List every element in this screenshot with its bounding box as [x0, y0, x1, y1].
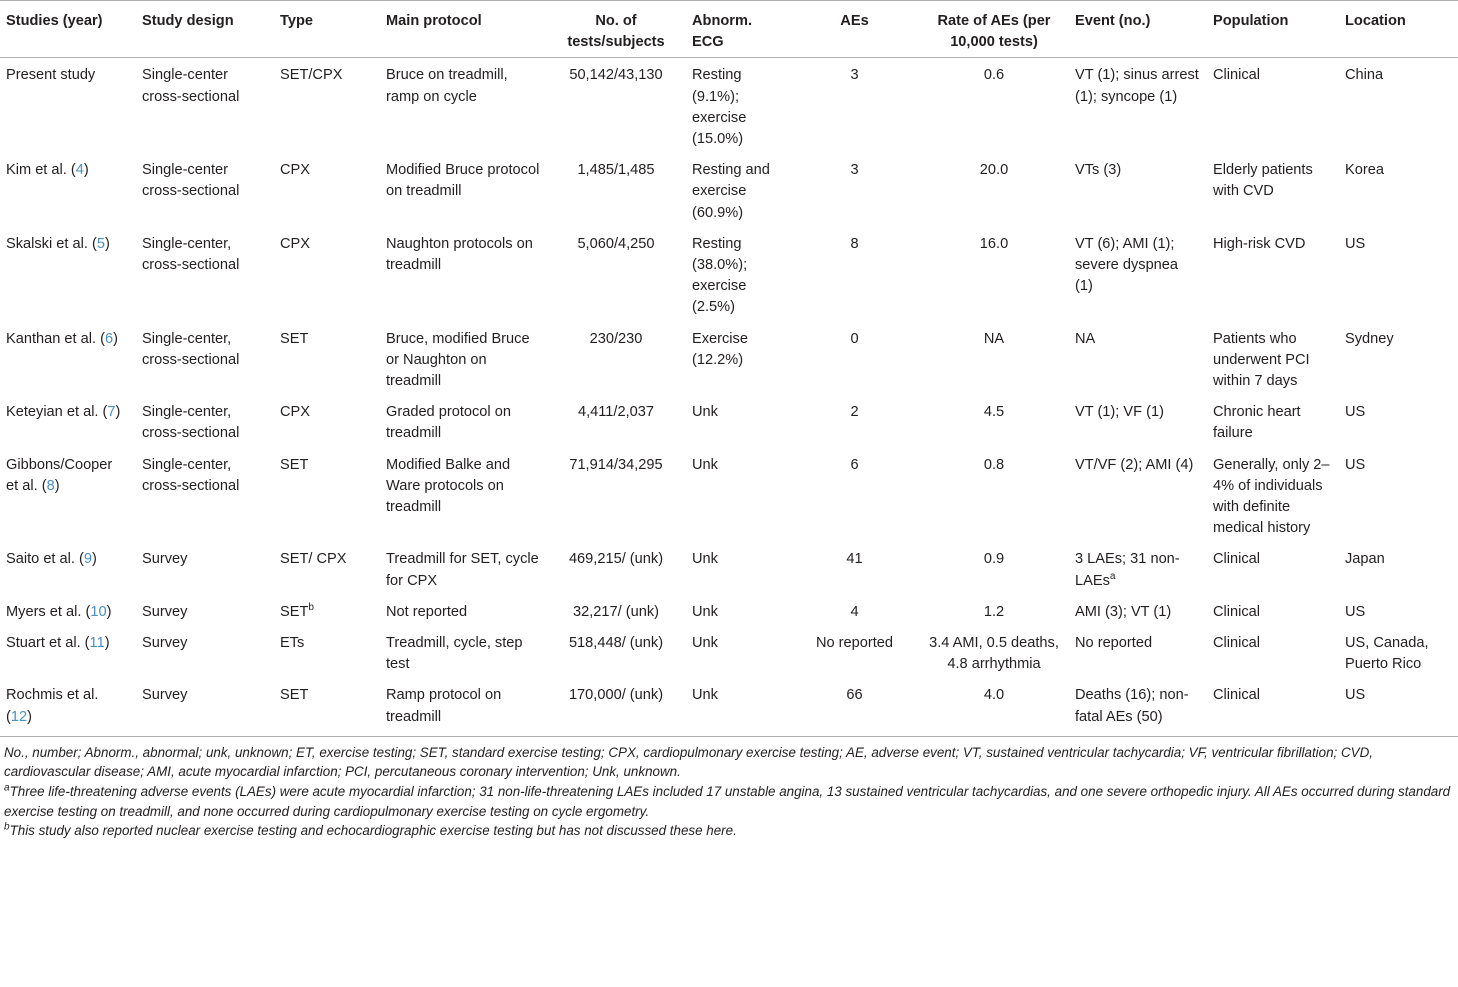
cell-aes-text: 0: [850, 330, 859, 347]
cell-study-text: Gibbons/Cooper et al. (: [6, 456, 113, 494]
cell-type: [274, 595, 380, 626]
cell-tests: [548, 227, 686, 322]
cell-location: [1339, 448, 1458, 543]
cell-event: [1069, 448, 1207, 543]
cell-rate-text: 0.9: [983, 551, 1005, 568]
cell-protocol: [380, 626, 548, 678]
cell-rate-text: 1.2: [983, 603, 1005, 620]
header-ecg: Abnorm. ECG: [692, 13, 752, 51]
cell-aes: [790, 58, 921, 153]
cell-study: Gibbons/Cooper et al. (8): [6, 456, 113, 494]
cell-location: [1339, 227, 1458, 322]
cell-type-text: CPX: [280, 404, 311, 421]
cell-population-text: Generally, only 2–4% of individuals with definite medical history: [1213, 456, 1330, 537]
cell-location-text: China: [1345, 67, 1384, 84]
cell-rate: [921, 595, 1069, 626]
cell-ecg-text: Unk: [692, 456, 718, 473]
cell-aes-text: No reported: [815, 635, 894, 652]
cell-design-text: Single-center, cross-sectional: [142, 456, 240, 494]
cell-population-text: Clinical: [1213, 67, 1261, 84]
cell-design: [136, 678, 274, 736]
cell-design: [136, 595, 274, 626]
cell-event: [1069, 542, 1207, 594]
cell-population: [1207, 626, 1339, 678]
cell-ecg-text: Resting (9.1%); exercise (15.0%): [692, 67, 747, 148]
cell-ecg-text: Resting (38.0%); exercise (2.5%): [692, 235, 748, 316]
cell-protocol-text: Bruce, modified Bruce or Naughton on treadmill: [386, 330, 530, 390]
cell-ecg: [686, 542, 790, 594]
cell-population-text: High-risk CVD: [1213, 235, 1306, 252]
header-protocol: Main protocol: [386, 13, 482, 29]
cell-tests: [548, 448, 686, 543]
reference-link[interactable]: 6: [104, 330, 114, 347]
cell-ecg: [686, 678, 790, 736]
cell-event-text: VT (1); VF (1): [1075, 404, 1164, 421]
cell-population-text: Patients who underwent PCI within 7 days: [1213, 330, 1310, 390]
cell-location-text: US: [1345, 603, 1366, 620]
cell-study: Kanthan et al. (6): [6, 330, 118, 347]
footnote-a: [4, 782, 1454, 821]
cell-location: [1339, 322, 1458, 396]
cell-design: [136, 542, 274, 594]
cell-protocol: [380, 678, 548, 736]
cell-ecg-text: Unk: [692, 635, 718, 652]
cell-rate: [921, 153, 1069, 227]
cell-location-text: US: [1345, 456, 1366, 473]
cell-event: [1069, 322, 1207, 396]
cell-event-text: NA: [1075, 330, 1096, 347]
cell-study-text: Kim et al. (: [6, 162, 76, 179]
cell-design-text: Survey: [142, 551, 188, 568]
cell-tests-text: 469,215/ (unk): [568, 551, 664, 568]
cell-location: [1339, 153, 1458, 227]
cell-protocol-text: Bruce on treadmill, ramp on cycle: [386, 67, 508, 105]
cell-tests: [548, 395, 686, 447]
cell-type: [274, 153, 380, 227]
table-row: [0, 678, 1458, 736]
cell-event-text: VTs (3): [1075, 162, 1122, 179]
table-row: [0, 626, 1458, 678]
cell-ecg: [686, 153, 790, 227]
cell-event-text: VT/VF (2); AMI (4): [1075, 456, 1194, 473]
cell-aes: [790, 448, 921, 543]
reference-link[interactable]: 7: [107, 404, 116, 421]
cell-type-text: SET: [280, 687, 309, 704]
cell-location-text: US, Canada, Puerto Rico: [1345, 635, 1429, 673]
table-header: [0, 1, 1458, 58]
cell-aes: [790, 595, 921, 626]
cell-event-text: AMI (3); VT (1): [1075, 603, 1172, 620]
cell-event-text: 3 LAEs; 31 non-LAEs: [1075, 551, 1180, 589]
header-row: [0, 1, 1458, 58]
cell-design: [136, 626, 274, 678]
cell-event: [1069, 58, 1207, 153]
cell-study-text: Keteyian et al. (: [6, 404, 108, 421]
cell-protocol-text: Graded protocol on treadmill: [386, 404, 511, 442]
cell-aes-text: 3: [850, 67, 859, 84]
cell-population-text: Clinical: [1213, 687, 1261, 704]
table-row: [0, 395, 1458, 447]
cell-tests: [548, 542, 686, 594]
cell-rate: [921, 678, 1069, 736]
cell-ecg: [686, 626, 790, 678]
cell-design: [136, 395, 274, 447]
cell-tests: [548, 153, 686, 227]
cell-event: [1069, 227, 1207, 322]
cell-population-text: Clinical: [1213, 551, 1261, 568]
header-population: Population: [1213, 13, 1289, 29]
cell-aes-text: 3: [850, 162, 859, 179]
cell-study: Kim et al. (4): [6, 162, 89, 179]
cell-tests-text: 170,000/ (unk): [568, 687, 664, 704]
cell-study: Myers et al. (10): [6, 603, 112, 620]
header-aes: AEs: [840, 13, 869, 29]
table-row: [0, 153, 1458, 227]
cell-aes: [790, 227, 921, 322]
cell-location-text: US: [1345, 687, 1366, 704]
cell-study-text: Present study: [6, 67, 96, 84]
cell-population: [1207, 395, 1339, 447]
footnote-b-mark: b: [4, 821, 10, 833]
cell-aes-text: 2: [850, 404, 859, 421]
cell-tests: [548, 678, 686, 736]
cell-aes: [790, 626, 921, 678]
cell-protocol-text: Ramp protocol on treadmill: [386, 687, 502, 725]
cell-event-text: VT (1); sinus arrest (1); syncope (1): [1075, 67, 1199, 105]
cell-event-text: No reported: [1075, 635, 1153, 652]
reference-link[interactable]: 11: [89, 635, 105, 652]
reference-link[interactable]: 5: [96, 235, 105, 252]
cell-location-text: Japan: [1345, 551, 1385, 568]
cell-study: Keteyian et al. (7): [6, 404, 121, 421]
cell-protocol-text: Treadmill for SET, cycle for CPX: [386, 551, 539, 589]
cell-event: [1069, 595, 1207, 626]
cell-tests: [548, 595, 686, 626]
cell-tests-text: 32,217/ (unk): [573, 603, 659, 620]
cell-population: [1207, 448, 1339, 543]
cell-event-text: VT (6); AMI (1); severe dyspnea (1): [1075, 235, 1179, 295]
cell-event: [1069, 395, 1207, 447]
cell-ecg-text: Resting and exercise (60.9%): [692, 162, 770, 221]
footnote-marker: b: [308, 602, 314, 614]
cell-design-text: Single-center, cross-sectional: [142, 404, 240, 442]
table-row: [0, 322, 1458, 396]
cell-protocol: [380, 395, 548, 447]
cell-type: [274, 542, 380, 594]
header-study: Studies (year): [6, 13, 103, 29]
cell-location: [1339, 626, 1458, 678]
cell-ecg: [686, 227, 790, 322]
table-row: [0, 542, 1458, 594]
cell-tests: [548, 322, 686, 396]
cell-type-text: SET/CPX: [280, 67, 343, 84]
cell-design-text: Single-center cross-sectional: [142, 67, 240, 105]
cell-protocol-text: Naughton protocols on treadmill: [386, 235, 533, 274]
cell-study: [0, 58, 136, 153]
cell-protocol: [380, 153, 548, 227]
cell-aes: [790, 678, 921, 736]
cell-protocol: [380, 322, 548, 396]
header-type: Type: [280, 13, 313, 29]
cell-protocol: [380, 227, 548, 322]
cell-population: [1207, 322, 1339, 396]
cell-rate-text: 4.5: [983, 404, 1005, 421]
cell-ecg-text: Unk: [692, 404, 718, 421]
cell-rate-text: 0.8: [983, 456, 1005, 473]
cell-type-text: CPX: [280, 235, 311, 252]
header-location: Location: [1345, 13, 1406, 29]
cell-design: [136, 153, 274, 227]
cell-location-text: Korea: [1345, 162, 1384, 179]
cell-protocol-text: Modified Bruce protocol on treadmill: [386, 162, 540, 200]
cell-location-text: Sydney: [1345, 330, 1394, 347]
cell-rate-text: 3.4 AMI, 0.5 deaths, 4.8 arrhythmia: [929, 635, 1059, 673]
header-design: Study design: [142, 13, 234, 29]
cell-design-text: Survey: [142, 635, 188, 652]
cell-ecg: [686, 322, 790, 396]
footnote-a-text: Three life-threatening adverse events (LAEs) were acute myocardial infarction; 31 non-life-threatening LAEs included 17 unstable angina, 13 sustained ventricular tachycardias, and one severe orthopedic injury. All AEs occurred during standard exercise testing on treadmill, and none occurred during cardiopulmonary exercise testing on cycle ergometry.: [4, 784, 1451, 819]
cell-location: [1339, 542, 1458, 594]
cell-aes-text: 4: [850, 603, 859, 620]
table-footnotes: [0, 737, 1458, 841]
reference-link[interactable]: 10: [90, 603, 107, 620]
cell-population: [1207, 227, 1339, 322]
cell-protocol: [380, 58, 548, 153]
table-row: [0, 58, 1458, 153]
cell-ecg-text: Unk: [692, 551, 718, 568]
cell-population-text: Chronic heart failure: [1213, 404, 1301, 442]
header-event: Event (no.): [1075, 13, 1151, 29]
cell-aes-text: 41: [846, 551, 863, 568]
cell-type: [274, 626, 380, 678]
cell-ecg: [686, 448, 790, 543]
cell-tests-text: 50,142/43,130: [569, 67, 663, 84]
cell-rate-text: 0.6: [983, 67, 1005, 84]
cell-rate: [921, 395, 1069, 447]
cell-population-text: Elderly patients with CVD: [1213, 162, 1313, 200]
footnote-b-text: This study also reported nuclear exercise testing and echocardiographic exercise testing but has not discussed these here.: [9, 823, 737, 839]
cell-population: [1207, 153, 1339, 227]
cell-location-text: US: [1345, 235, 1366, 252]
cell-study-text: Saito et al. (: [6, 551, 84, 568]
cell-tests: [548, 58, 686, 153]
cell-event: [1069, 678, 1207, 736]
cell-study-text: Kanthan et al. (: [6, 330, 105, 347]
reference-link[interactable]: 8: [46, 477, 55, 494]
cell-protocol: [380, 448, 548, 543]
cell-ecg: [686, 58, 790, 153]
footnote-b: [4, 821, 1454, 841]
cell-ecg-text: Unk: [692, 687, 718, 704]
cell-location: [1339, 678, 1458, 736]
cell-type-text: SET: [280, 456, 309, 473]
cell-type-text: CPX: [280, 162, 311, 179]
cell-population: [1207, 678, 1339, 736]
cell-location: [1339, 595, 1458, 626]
cell-design-text: Single-center, cross-sectional: [142, 235, 240, 274]
cell-design: [136, 448, 274, 543]
cell-design-text: Single-center, cross-sectional: [142, 330, 240, 368]
cell-design-text: Survey: [142, 603, 188, 620]
cell-type: [274, 227, 380, 322]
cell-rate-text: 4.0: [983, 687, 1005, 704]
cell-type: [274, 678, 380, 736]
reference-link[interactable]: 12: [10, 708, 28, 725]
cell-tests-text: 518,448/ (unk): [568, 635, 664, 652]
cell-aes-text: 66: [846, 687, 863, 704]
footnote-a-mark: a: [4, 782, 10, 794]
cell-type-text: SET: [280, 603, 309, 620]
cell-event: [1069, 153, 1207, 227]
cell-rate: [921, 626, 1069, 678]
header-rate: Rate of AEs (per 10,000 tests): [937, 13, 1051, 51]
cell-aes: [790, 395, 921, 447]
cell-population-text: Clinical: [1213, 635, 1261, 652]
table-row: [0, 448, 1458, 543]
cell-rate: [921, 542, 1069, 594]
cell-tests-text: 5,060/4,250: [577, 235, 655, 252]
cell-type: [274, 395, 380, 447]
cell-event-text: Deaths (16); non-fatal AEs (50): [1075, 687, 1189, 725]
reference-link[interactable]: 9: [83, 551, 92, 568]
cell-type-text: SET: [280, 330, 309, 347]
cell-tests-text: 4,411/2,037: [577, 404, 654, 421]
cell-ecg-text: Exercise (12.2%): [692, 330, 748, 368]
cell-rate: [921, 322, 1069, 396]
cell-population: [1207, 58, 1339, 153]
cell-design-text: Single-center cross-sectional: [142, 162, 240, 200]
cell-tests-text: 71,914/34,295: [569, 456, 663, 473]
cell-type-text: SET/ CPX: [280, 551, 347, 568]
header-tests: No. of tests/subjects: [567, 13, 665, 51]
cell-aes: [790, 542, 921, 594]
cell-design: [136, 227, 274, 322]
cell-tests-text: 230/230: [589, 330, 643, 347]
cell-study-text: Stuart et al. (: [6, 635, 90, 652]
reference-link[interactable]: 4: [75, 162, 84, 179]
cell-design-text: Survey: [142, 687, 188, 704]
cell-location: [1339, 58, 1458, 153]
cell-rate-text: NA: [983, 330, 1005, 347]
cell-rate: [921, 448, 1069, 543]
cell-design: [136, 58, 274, 153]
cell-ecg: [686, 395, 790, 447]
cell-location-text: US: [1345, 404, 1366, 421]
cell-tests-text: 1,485/1,485: [577, 162, 655, 179]
cell-population: [1207, 595, 1339, 626]
cell-type: [274, 448, 380, 543]
cell-aes: [790, 322, 921, 396]
cell-protocol-text: Treadmill, cycle, step test: [386, 635, 523, 673]
table-row: [0, 595, 1458, 626]
cell-ecg: [686, 595, 790, 626]
cell-tests: [548, 626, 686, 678]
cell-event: [1069, 626, 1207, 678]
cell-protocol: [380, 595, 548, 626]
cell-type: [274, 58, 380, 153]
table-body: [0, 58, 1458, 736]
cell-study: Saito et al. (9): [6, 551, 97, 568]
cell-aes: [790, 153, 921, 227]
cell-protocol-text: Modified Balke and Ware protocols on treadmill: [386, 456, 511, 516]
cell-protocol-text: Not reported: [386, 603, 468, 620]
cell-study: Stuart et al. (11): [6, 635, 110, 652]
cell-study-text: Skalski et al. (: [6, 235, 97, 252]
cell-aes-text: 6: [850, 456, 859, 473]
cell-design: [136, 322, 274, 396]
cell-study-text: Rochmis et al. (: [6, 687, 99, 725]
cell-protocol: [380, 542, 548, 594]
cell-study-text: Myers et al. (: [6, 603, 91, 620]
table-row: [0, 227, 1458, 322]
footnote-marker: a: [1109, 570, 1116, 582]
cell-location: [1339, 395, 1458, 447]
cell-rate: [921, 227, 1069, 322]
cell-rate: [921, 58, 1069, 153]
cell-ecg-text: Unk: [692, 603, 718, 620]
cell-population-text: Clinical: [1213, 603, 1261, 620]
cell-rate-text: 16.0: [979, 235, 1009, 252]
cell-study: Skalski et al. (5): [6, 235, 110, 252]
cell-study: Rochmis et al. (12): [6, 687, 99, 725]
cell-population: [1207, 542, 1339, 594]
cell-type: [274, 322, 380, 396]
cell-type-text: ETs: [280, 635, 305, 652]
footnote-abbreviations: No., number; Abnorm., abnormal; unk, unknown; ET, exercise testing; SET, standard exercise testing; CPX, cardiopulmonary exercise testing; AE, adverse event; VT, sustained ventricular tachycardia; VF, ventricular fibrillation; CVD, cardiovascular disease; AMI, acute myocardial infarction; PCI, percutaneous coronary intervention; Unk, unknown.: [4, 744, 1373, 780]
cell-aes-text: 8: [850, 235, 859, 252]
cell-rate-text: 20.0: [979, 162, 1009, 179]
